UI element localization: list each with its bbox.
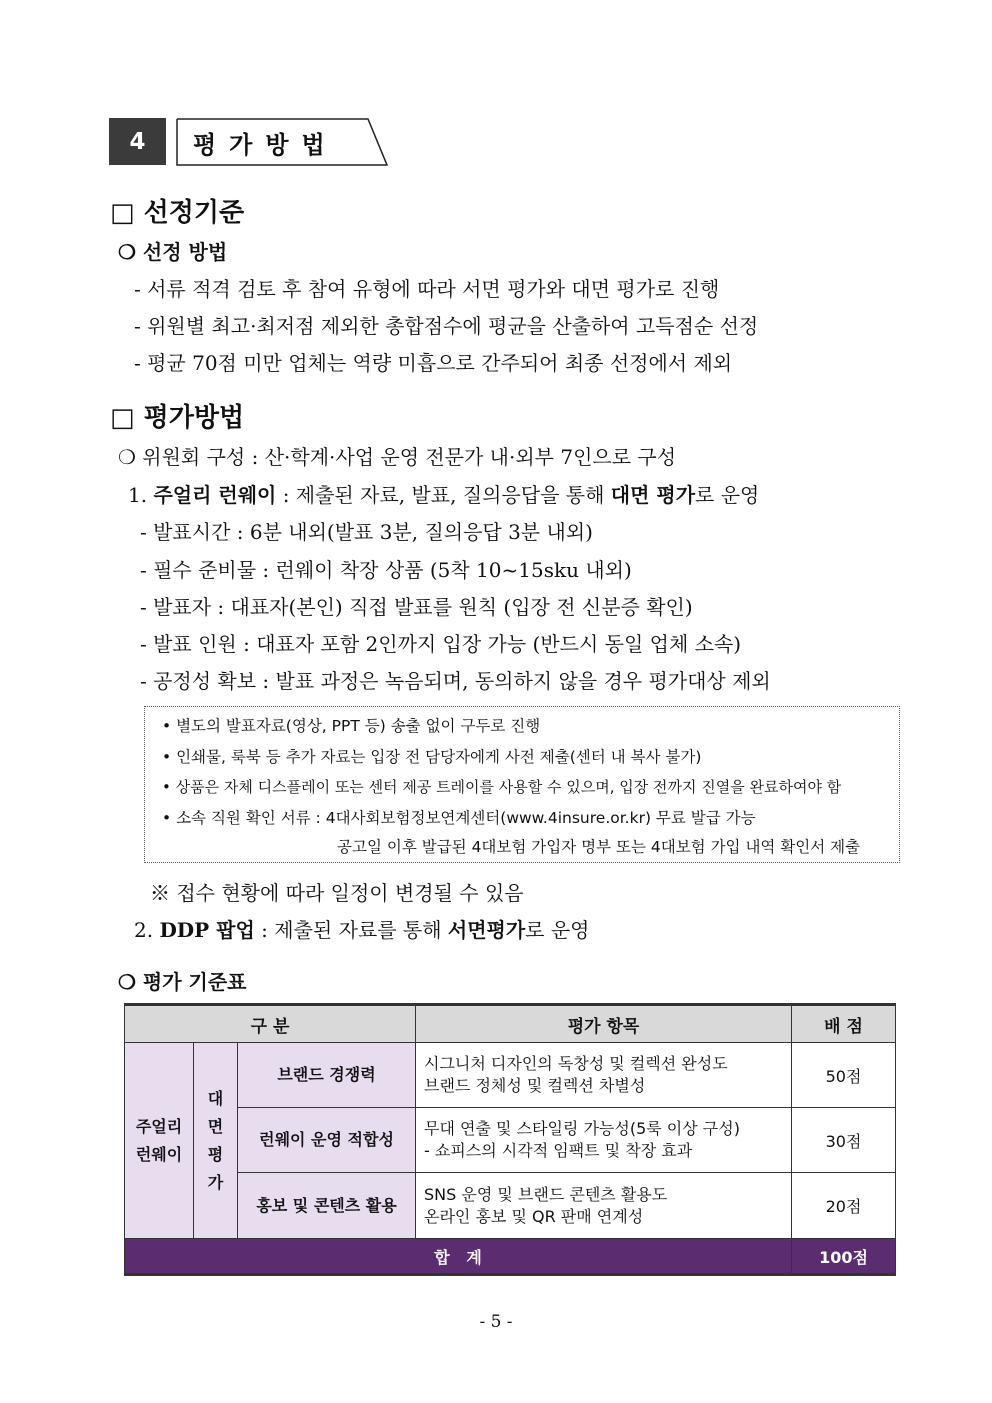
group-cell: 주얼리 런웨이 (125, 1043, 194, 1239)
row-category: 런웨이 운영 적합성 (238, 1108, 416, 1173)
notice-line-4: • 소속 직원 확인 서류 : 4대사회보험정보연계센터(www.4insure.or.kr) 무료 발급 가능 (162, 809, 756, 827)
section-number: 4 (109, 118, 166, 165)
jewelry-runway-line (128, 479, 759, 508)
row-item: 온라인 홍보 및 QR 판매 연계성 (424, 1206, 644, 1226)
row-item: 무대 연출 및 스타일링 가능성(5룩 이상 구성) (424, 1119, 740, 1138)
jr-item-2: - 필수 준비물 : 런웨이 착장 상품 (5착 10~15sku 내외) (140, 558, 632, 582)
notice-line-3: • 상품은 자체 디스플레이 또는 센터 제공 트레이를 사용할 수 있으며, 입장 전까지 진열을 완료하여야 함 (162, 778, 842, 796)
table-row (125, 1173, 896, 1239)
jr-mid: : 제출된 자료, 발표, 질의응답을 통해 (276, 483, 611, 507)
row-items (416, 1173, 792, 1239)
jr-item-5: - 공정성 확보 : 발표 과정은 녹음되며, 동의하지 않을 경우 평가대상 제외 (140, 669, 771, 693)
row-category: 브랜드 경쟁력 (238, 1043, 416, 1108)
ddp-name: DDP 팝업 (159, 918, 255, 942)
row-score: 50점 (792, 1043, 896, 1108)
notice-line-5: 공고일 이후 발급된 4대보험 가입자 명부 또는 4대보험 가입 내역 확인서 제출 (337, 838, 861, 856)
ddp-bold: 서면평가 (447, 918, 526, 942)
row-score: 20점 (792, 1173, 896, 1239)
row-item: 브랜드 정체성 및 컬렉션 차별성 (424, 1076, 646, 1095)
evaluation-heading: □ 평가방법 (110, 403, 245, 433)
ddp-suffix: 로 운영 (525, 918, 590, 942)
table-row (125, 1108, 896, 1173)
row-score: 30점 (792, 1108, 896, 1173)
header-items: 평가 항목 (416, 1005, 792, 1043)
criteria-item-3: - 평균 70점 미만 업체는 역량 미흡으로 간주되어 최종 선정에서 제외 (134, 351, 733, 375)
evaluation-criteria-table (124, 1003, 896, 1276)
schedule-remark: ※ 접수 현황에 따라 일정이 변경될 수 있음 (150, 881, 524, 905)
header-category: 구 분 (125, 1005, 416, 1043)
notice-line-1: • 별도의 발표자료(영상, PPT 등) 송출 없이 구두로 진행 (162, 717, 541, 735)
jr-item-3: - 발표자 : 대표자(본인) 직접 발표를 원칙 (입장 전 신분증 확인) (140, 595, 693, 619)
subgroup-cell (194, 1043, 238, 1239)
committee-line: ❍ 위원회 구성 : 산·학계·사업 운영 전문가 내·외부 7인으로 구성 (118, 445, 677, 469)
total-score: 100점 (792, 1239, 896, 1275)
total-row (125, 1239, 896, 1275)
header-score: 배 점 (792, 1005, 896, 1043)
page-number: - 5 - (479, 1312, 513, 1332)
jr-item-4: - 발표 인원 : 대표자 포함 2인까지 입장 가능 (반드시 동일 업체 소속) (140, 632, 742, 656)
table-header-row (125, 1005, 896, 1043)
jr-item-1: - 발표시간 : 6분 내외(발표 3분, 질의응답 3분 내외) (140, 520, 593, 544)
ddp-popup-line (134, 914, 590, 943)
notice-line-2: • 인쇄물, 룩북 등 추가 자료는 입장 전 담당자에게 사전 제출(센터 내 복사 불가) (162, 748, 702, 766)
table-row (125, 1043, 896, 1108)
row-item: - 쇼피스의 시각적 임팩트 및 착장 효과 (424, 1141, 693, 1160)
criteria-item-2: - 위원별 최고·최저점 제외한 총합점수에 평균을 산출하여 고득점순 선정 (134, 314, 759, 338)
selection-method-heading: ❍ 선정 방법 (118, 240, 228, 264)
ddp-prefix: 2. (134, 918, 160, 942)
row-items (416, 1108, 792, 1173)
ddp-mid: : 제출된 자료를 통해 (254, 918, 448, 942)
criteria-item-1: - 서류 적격 검토 후 참여 유형에 따라 서면 평가와 대면 평가로 진행 (134, 277, 720, 301)
row-item: SNS 운영 및 브랜드 콘텐츠 활용도 (424, 1184, 668, 1204)
jr-name: 주얼리 런웨이 (153, 483, 277, 507)
section-title: 평가방법 (193, 131, 338, 159)
jr-suffix: 로 운영 (695, 483, 760, 507)
subgroup-label: 대면평가 (207, 1088, 224, 1192)
row-items (416, 1043, 792, 1108)
criteria-heading: □ 선정기준 (110, 198, 245, 228)
jr-bold: 대면 평가 (610, 483, 696, 507)
row-item: 시그니처 디자인의 독창성 및 컬렉션 완성도 (424, 1054, 728, 1073)
total-label: 합 계 (125, 1239, 792, 1275)
criteria-table-heading: ❍ 평가 기준표 (118, 970, 247, 994)
jr-prefix: 1. (128, 483, 154, 507)
row-category: 홍보 및 콘텐츠 활용 (238, 1173, 416, 1239)
